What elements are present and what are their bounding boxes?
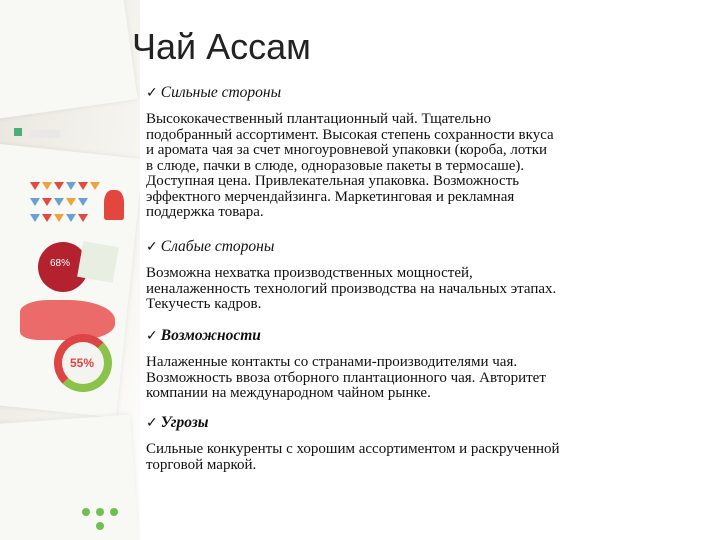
triangle-icon: [66, 182, 76, 190]
triangle-icon: [54, 182, 64, 190]
section-threats: [146, 414, 706, 473]
donut-label: 55%: [70, 356, 95, 370]
triangle-icon: [54, 198, 64, 206]
section-text: Сильные конкуренты с хорошим ассортиментом и раскрученной торговой маркой.: [146, 441, 560, 473]
bar-shape: [30, 130, 60, 138]
section-heading: [146, 84, 706, 102]
checkmark-icon: ✓: [146, 85, 158, 101]
triangle-icon: [78, 198, 88, 206]
triangle-icon: [30, 198, 40, 206]
triangle-icon: [42, 214, 52, 222]
triangle-icon: [30, 182, 40, 190]
dot-icon: [110, 508, 118, 516]
heading-text: Угрозы: [160, 414, 209, 431]
figure-icon: [104, 190, 124, 220]
heading-text: Сильные стороны: [160, 84, 282, 101]
section-text: Высококачественный плантационный чай. Тщательно подобранный ассортимент. Высокая степень сохранности вкуса и аромата чая за счет многоуровневой упаковки (короба, лотки в слюде, пачки в слюде, одноразовые пакеты в термосаше). Доступная цена. Привлекательная упаковка. Возможность эффектного мерчендайзинга. Маркетинговая и рекламная поддержка товара.: [146, 111, 554, 220]
section-text: Налаженные контакты со странами-производителями чая. Возможность ввоза отборного плантационного чая. Авторитет компании на международном чайном рынке.: [146, 354, 546, 401]
section-weaknesses: [146, 238, 706, 313]
checkmark-icon: ✓: [146, 239, 158, 255]
triangle-icon: [90, 182, 100, 190]
triangle-icon: [66, 214, 76, 222]
heading-text: Слабые стороны: [160, 238, 275, 255]
section-opportunities: [146, 327, 706, 402]
section-strengths: [146, 84, 706, 221]
dot-icon: [96, 508, 104, 516]
triangle-icon: [42, 182, 52, 190]
infographic-photo: [0, 0, 140, 540]
paper-sheet: [0, 0, 138, 120]
triangle-icon: [66, 198, 76, 206]
chart-icon: [14, 128, 22, 136]
slide-content: [132, 0, 706, 540]
triangle-icon: [42, 198, 52, 206]
heading-text: Возможности: [160, 327, 261, 344]
triangle-icon: [54, 214, 64, 222]
dot-icon: [82, 508, 90, 516]
section-heading: [146, 238, 706, 256]
paper-sheet: [0, 415, 140, 540]
checkmark-icon: ✓: [146, 328, 158, 344]
section-text: Возможна нехватка производственных мощностей, иеналаженность технологий производства на начальных этапах. Текучесть кадров.: [146, 265, 557, 312]
map-shape: [20, 300, 115, 340]
triangle-icon: [30, 214, 40, 222]
triangle-icon: [78, 182, 88, 190]
pie-label: 68%: [50, 258, 71, 269]
section-heading: [146, 327, 706, 345]
triangle-icon: [78, 214, 88, 222]
checkmark-icon: ✓: [146, 415, 158, 431]
dot-icon: [96, 522, 104, 530]
slide-title: Чай Ассам: [132, 26, 311, 67]
section-heading: [146, 414, 706, 432]
pie-slice: [77, 241, 119, 283]
